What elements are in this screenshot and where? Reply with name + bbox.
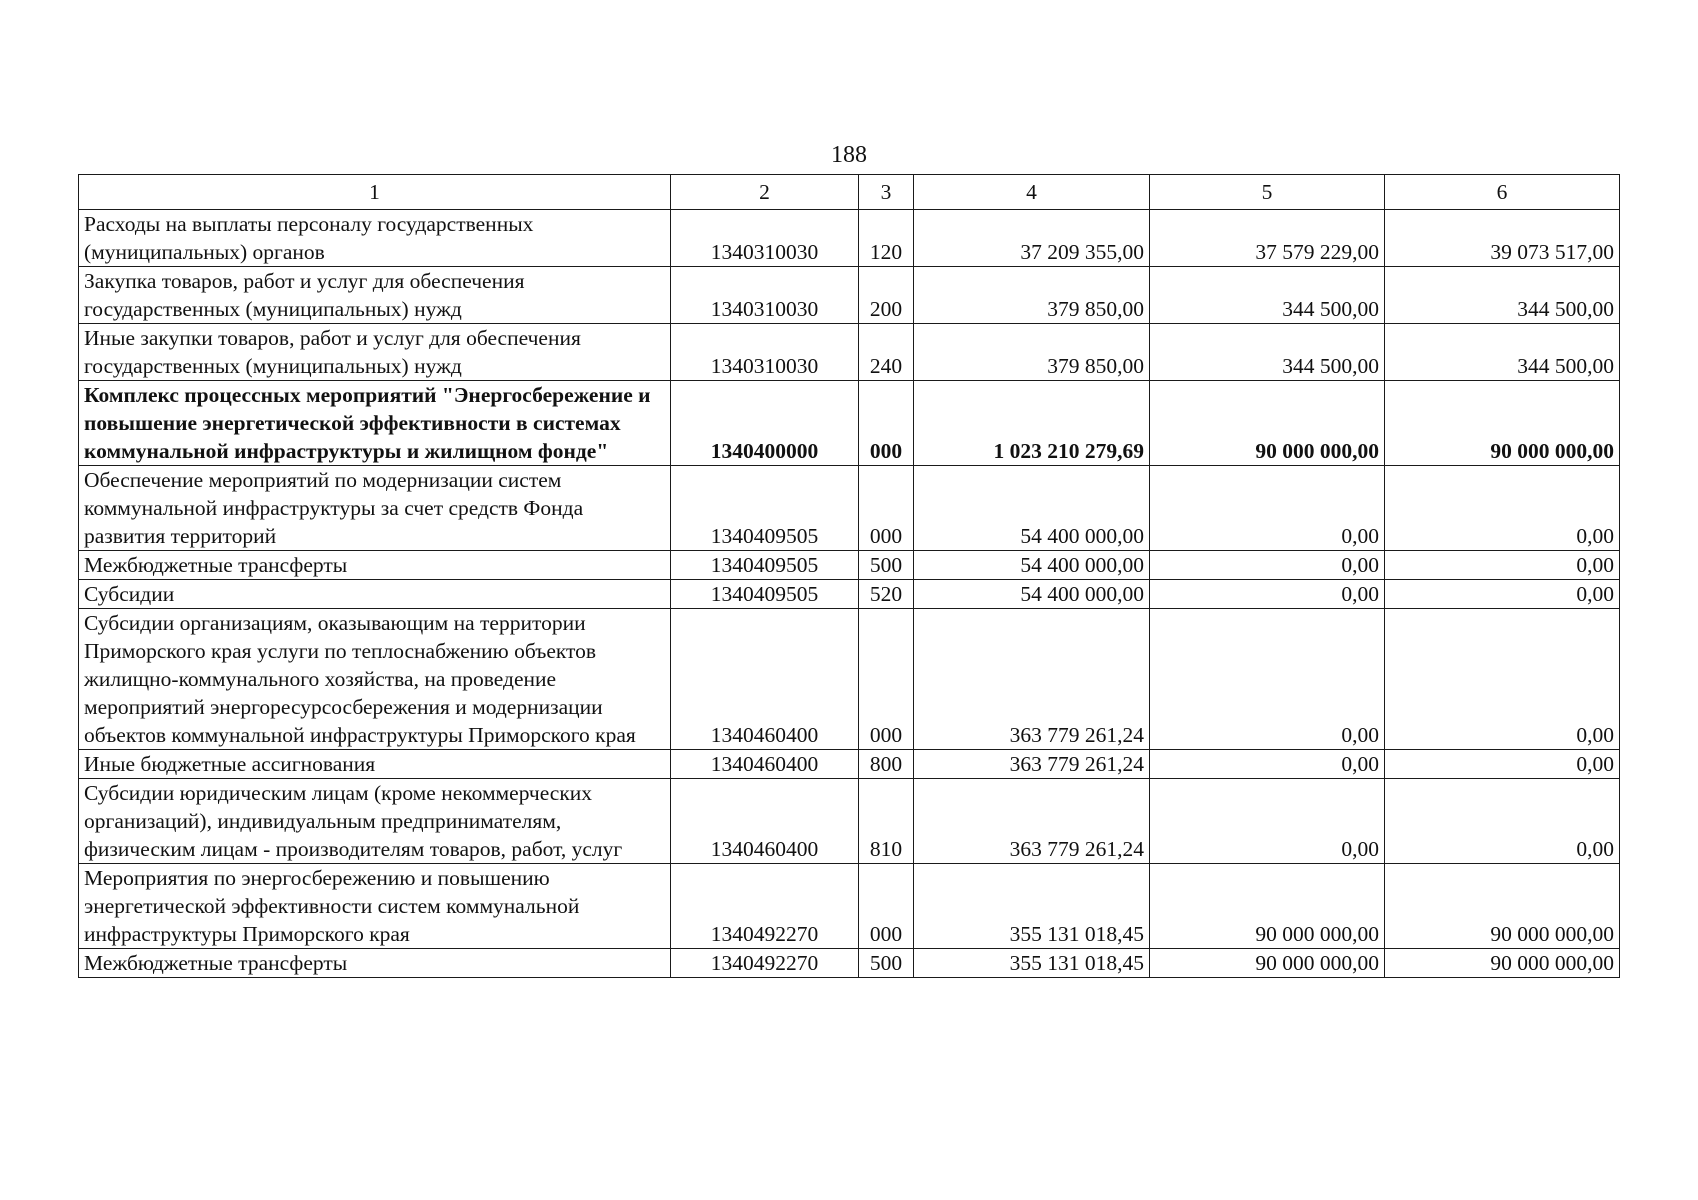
table-row (79, 609, 1620, 750)
row-amount-col5: 90 000 000,00 (1150, 864, 1385, 949)
budget-table (78, 174, 1620, 978)
column-header-2: 2 (671, 175, 859, 210)
row-amount-col5: 0,00 (1150, 750, 1385, 779)
row-target-code: 1340460400 (671, 750, 859, 779)
page-number: 188 (831, 142, 867, 168)
row-amount-col4: 37 209 355,00 (914, 210, 1150, 267)
row-target-code: 1340310030 (671, 324, 859, 381)
table-row (79, 551, 1620, 580)
row-target-code: 1340460400 (671, 609, 859, 750)
row-amount-col4: 363 779 261,24 (914, 609, 1150, 750)
table-row (79, 466, 1620, 551)
row-target-code: 1340409505 (671, 580, 859, 609)
row-expense-type: 500 (859, 551, 914, 580)
row-amount-col4: 363 779 261,24 (914, 750, 1150, 779)
row-amount-col4: 1 023 210 279,69 (914, 381, 1150, 466)
row-amount-col6: 0,00 (1385, 750, 1620, 779)
row-expense-type: 810 (859, 779, 914, 864)
row-amount-col4: 363 779 261,24 (914, 779, 1150, 864)
row-amount-col6: 344 500,00 (1385, 324, 1620, 381)
row-expense-type: 120 (859, 210, 914, 267)
column-header-5: 5 (1150, 175, 1385, 210)
row-amount-col4: 379 850,00 (914, 324, 1150, 381)
row-expense-type: 500 (859, 949, 914, 978)
column-header-6: 6 (1385, 175, 1620, 210)
row-expense-type: 000 (859, 381, 914, 466)
row-description: Межбюджетные трансферты (79, 949, 671, 978)
row-target-code: 1340409505 (671, 551, 859, 580)
row-amount-col4: 355 131 018,45 (914, 949, 1150, 978)
table-row (79, 267, 1620, 324)
row-description: Субсидии юридическим лицам (кроме некоммерческих организаций), индивидуальным предпринимателям, физическим лицам - производителям товаров, работ, услуг (79, 779, 671, 864)
row-description: Расходы на выплаты персоналу государственных (муниципальных) органов (79, 210, 671, 267)
row-amount-col5: 0,00 (1150, 551, 1385, 580)
row-amount-col4: 54 400 000,00 (914, 466, 1150, 551)
row-expense-type: 000 (859, 609, 914, 750)
row-amount-col5: 0,00 (1150, 609, 1385, 750)
row-amount-col6: 90 000 000,00 (1385, 949, 1620, 978)
table-row (79, 750, 1620, 779)
row-target-code: 1340460400 (671, 779, 859, 864)
row-expense-type: 520 (859, 580, 914, 609)
row-description: Иные закупки товаров, работ и услуг для обеспечения государственных (муниципальных) нужд (79, 324, 671, 381)
row-amount-col4: 379 850,00 (914, 267, 1150, 324)
row-target-code: 1340310030 (671, 210, 859, 267)
column-header-3: 3 (859, 175, 914, 210)
table-row (79, 580, 1620, 609)
row-description: Обеспечение мероприятий по модернизации систем коммунальной инфраструктуры за счет средств Фонда развития территорий (79, 466, 671, 551)
row-target-code: 1340492270 (671, 864, 859, 949)
row-expense-type: 240 (859, 324, 914, 381)
row-amount-col6: 90 000 000,00 (1385, 381, 1620, 466)
row-description: Закупка товаров, работ и услуг для обеспечения государственных (муниципальных) нужд (79, 267, 671, 324)
row-description: Субсидии (79, 580, 671, 609)
row-target-code: 1340492270 (671, 949, 859, 978)
row-amount-col6: 0,00 (1385, 551, 1620, 580)
row-amount-col5: 90 000 000,00 (1150, 949, 1385, 978)
row-amount-col5: 37 579 229,00 (1150, 210, 1385, 267)
row-amount-col6: 0,00 (1385, 580, 1620, 609)
row-target-code: 1340400000 (671, 381, 859, 466)
row-description: Субсидии организациям, оказывающим на территории Приморского края услуги по теплоснабжению объектов жилищно-коммунального хозяйства, на проведение мероприятий энергоресурсосбережения и модернизации объектов коммунальной инфраструктуры Приморского края (79, 609, 671, 750)
row-expense-type: 000 (859, 864, 914, 949)
row-description: Межбюджетные трансферты (79, 551, 671, 580)
row-amount-col6: 90 000 000,00 (1385, 864, 1620, 949)
table-row (79, 864, 1620, 949)
row-description: Комплекс процессных мероприятий "Энергосбережение и повышение энергетической эффективности в системах коммунальной инфраструктуры и жилищном фонде" (79, 381, 671, 466)
row-amount-col6: 0,00 (1385, 466, 1620, 551)
row-amount-col5: 344 500,00 (1150, 324, 1385, 381)
row-target-code: 1340409505 (671, 466, 859, 551)
row-target-code: 1340310030 (671, 267, 859, 324)
header-row (79, 175, 1620, 210)
row-amount-col4: 355 131 018,45 (914, 864, 1150, 949)
row-amount-col6: 0,00 (1385, 609, 1620, 750)
column-header-1: 1 (79, 175, 671, 210)
row-amount-col5: 90 000 000,00 (1150, 381, 1385, 466)
table-row (79, 210, 1620, 267)
row-amount-col5: 0,00 (1150, 779, 1385, 864)
table-row (79, 949, 1620, 978)
table-row (79, 381, 1620, 466)
row-amount-col6: 39 073 517,00 (1385, 210, 1620, 267)
row-expense-type: 000 (859, 466, 914, 551)
row-expense-type: 200 (859, 267, 914, 324)
row-amount-col6: 344 500,00 (1385, 267, 1620, 324)
row-description: Иные бюджетные ассигнования (79, 750, 671, 779)
row-amount-col5: 0,00 (1150, 580, 1385, 609)
row-amount-col5: 344 500,00 (1150, 267, 1385, 324)
row-amount-col4: 54 400 000,00 (914, 580, 1150, 609)
table-row (79, 779, 1620, 864)
row-amount-col5: 0,00 (1150, 466, 1385, 551)
table-row (79, 324, 1620, 381)
row-expense-type: 800 (859, 750, 914, 779)
row-amount-col4: 54 400 000,00 (914, 551, 1150, 580)
row-amount-col6: 0,00 (1385, 779, 1620, 864)
row-description: Мероприятия по энергосбережению и повышению энергетической эффективности систем коммунальной инфраструктуры Приморского края (79, 864, 671, 949)
column-header-4: 4 (914, 175, 1150, 210)
